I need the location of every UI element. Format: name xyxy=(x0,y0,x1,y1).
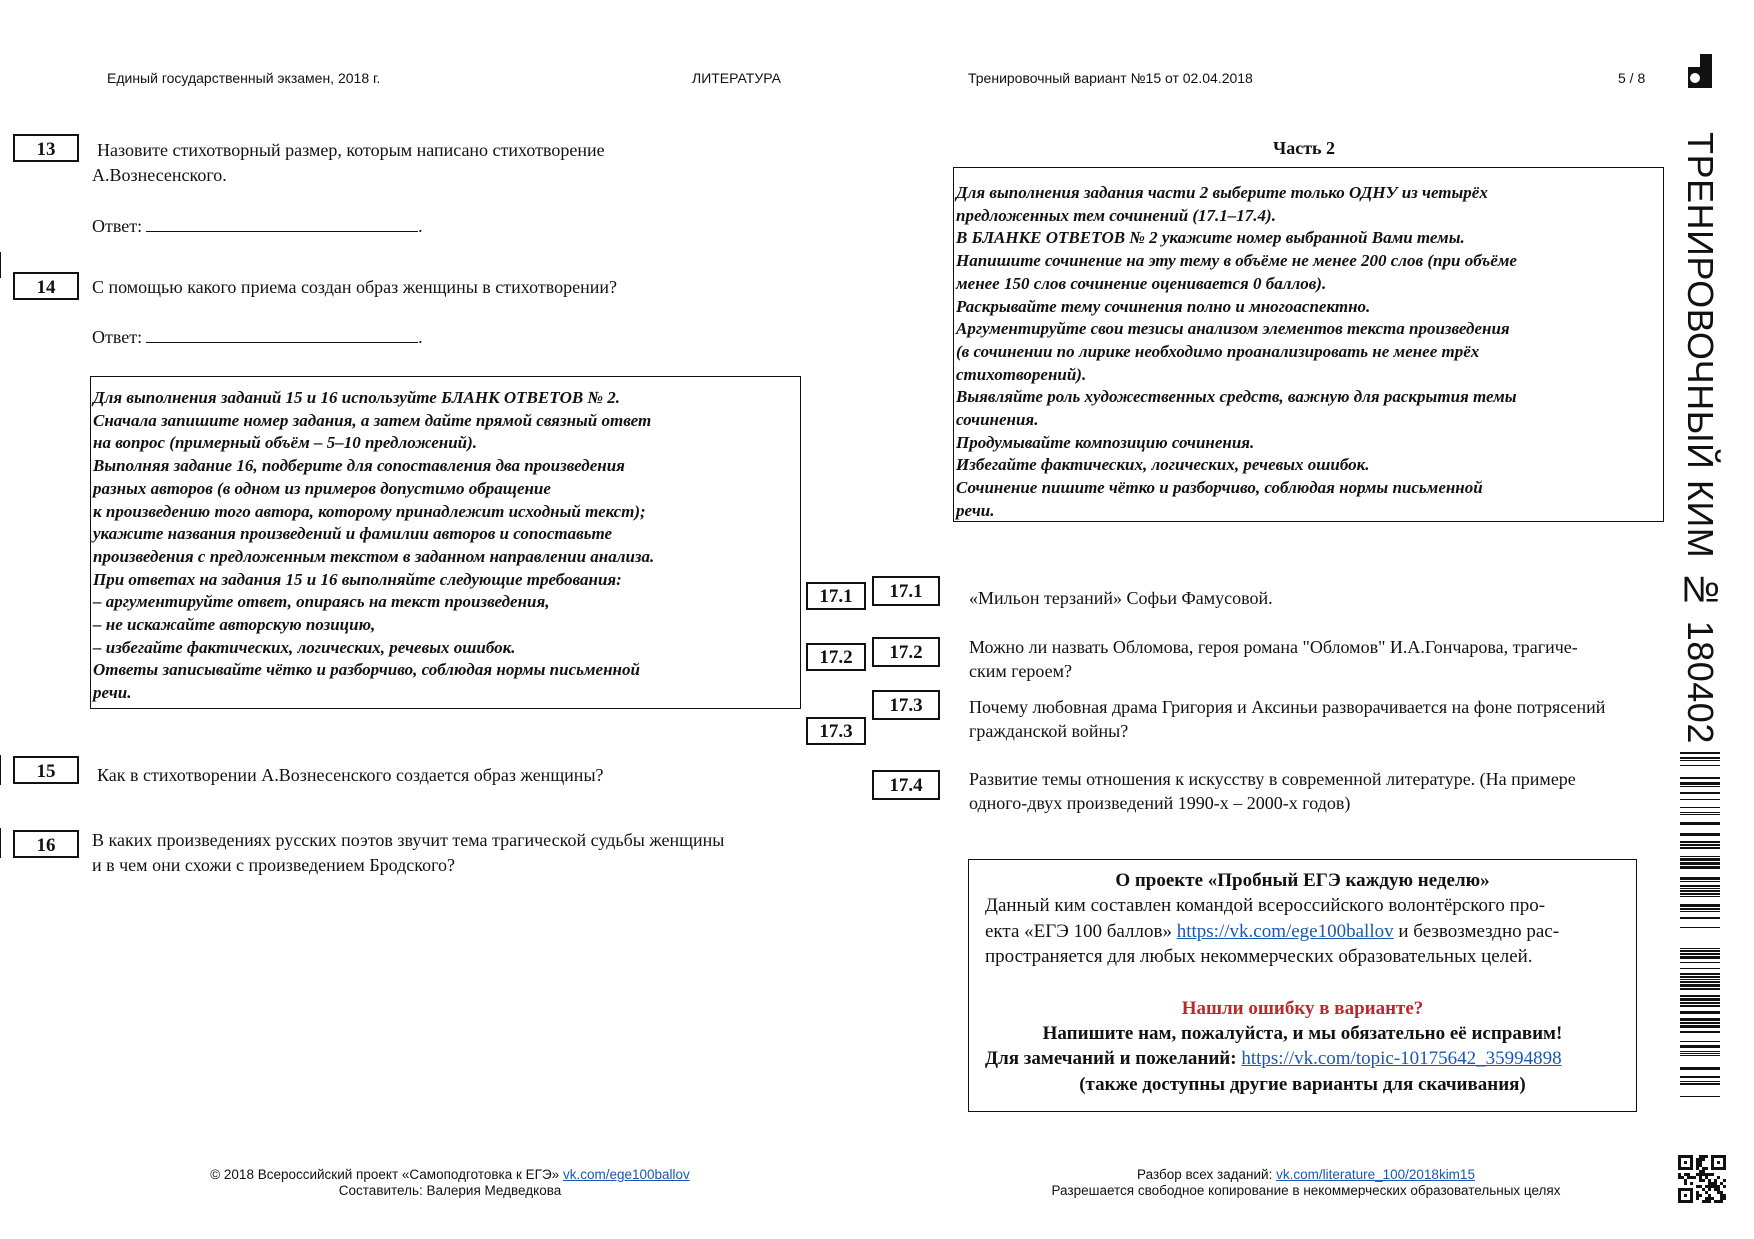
instruction-line: укажите названия произведений и фамилии авторов и сопоставьте xyxy=(93,524,613,544)
topic-number-17-2: 17.2 xyxy=(872,637,940,667)
part2-instruction-line: В БЛАНКЕ ОТВЕТОВ № 2 укажите номер выбранной Вами темы. xyxy=(956,228,1465,248)
header-page-number: 5 / 8 xyxy=(1618,70,1646,86)
question-number-14: 14 xyxy=(13,272,79,300)
instruction-line: Выполняя задание 16, подберите для сопоставления два произведения xyxy=(93,456,625,476)
instruction-line: Сначала запишите номер задания, а затем дайте прямой связный ответ xyxy=(93,410,652,430)
part2-instruction-line: менее 150 слов сочинение оценивается 0 баллов). xyxy=(956,273,1327,293)
project-desc-line3: пространяется для любых некоммерческих образовательных целей. xyxy=(985,946,1533,967)
question-13-text: Назовите стихотворный размер, которым написано стихотворение xyxy=(97,140,605,160)
topic-17-1-text: «Мильон терзаний» Софьи Фамусовой. xyxy=(969,588,1273,608)
topic-number-17-3: 17.3 xyxy=(872,690,940,720)
side-label-17-2: 17.2 xyxy=(806,643,866,671)
part2-instruction-line: Для выполнения задания части 2 выберите только ОДНУ из четырёх xyxy=(956,183,1488,202)
project-desc-line2: екта «ЕГЭ 100 баллов» https://vk.com/ege100ballov и безвозмездно рас- xyxy=(985,921,1560,942)
instructions-box-part2 xyxy=(953,167,1664,522)
topic-17-4-text-cont: одного-двух произведений 1990-х – 2000-х годов) xyxy=(969,793,1351,813)
question-14-answer[interactable]: Ответ: . xyxy=(92,327,423,347)
part2-instruction-line: речи. xyxy=(956,500,995,520)
instruction-line: Для выполнения заданий 15 и 16 используйте БЛАНК ОТВЕТОВ № 2. xyxy=(93,388,621,407)
margin-mark xyxy=(0,828,1,858)
project-info-box xyxy=(968,859,1637,1112)
part2-instruction-line: предложенных тем сочинений (17.1–17.4). xyxy=(956,205,1276,225)
topic-number-17-1: 17.1 xyxy=(872,576,940,606)
side-label-17-3: 17.3 xyxy=(806,717,866,745)
question-number-13: 13 xyxy=(13,134,79,162)
instruction-line: произведения с предложенным текстом в заданном направлении анализа. xyxy=(93,546,655,566)
topic-17-3-text-cont: гражданской войны? xyxy=(969,721,1129,741)
remarks-line: Для замечаний и пожеланий: https://vk.com/topic-10175642_35994898 xyxy=(985,1048,1562,1069)
project-vk-link[interactable]: https://vk.com/ege100ballov xyxy=(1176,921,1394,942)
answer-field xyxy=(146,215,418,232)
part2-instruction-line: Продумывайте композицию сочинения. xyxy=(956,432,1255,452)
footer-license: Разрешается свободное копирование в некоммерческих образовательных целях xyxy=(1051,1183,1561,1198)
instruction-line: – не искажайте авторскую позицию, xyxy=(93,615,376,635)
topic-17-4-text: Развитие темы отношения к искусству в современной литературе. (На примере xyxy=(969,769,1576,789)
question-number-15: 15 xyxy=(13,756,79,784)
sidebar-vertical-title: ТРЕНИРОВОЧНЫЙ КИМ № 180402 xyxy=(1680,132,1721,744)
part2-title: Часть 2 xyxy=(1273,138,1336,158)
instructions-box-15-16 xyxy=(90,376,801,709)
project-desc-line1: Данный ким составлен командой всероссийского волонтёрского про- xyxy=(985,895,1546,916)
question-16-text: В каких произведениях русских поэтов звучит тема трагической судьбы женщины xyxy=(92,830,725,850)
header-subject: ЛИТЕРАТУРА xyxy=(692,70,781,86)
margin-mark xyxy=(0,252,1,278)
footer-left: © 2018 Всероссийский проект «Самоподготовка к ЕГЭ» vk.com/ege100ballov Составитель: Валерия Медведкова xyxy=(150,1167,750,1199)
part2-instruction-line: Сочинение пишите чётко и разборчиво, соблюдая нормы письменной xyxy=(956,478,1483,498)
part2-instruction-line: (в сочинении по лирике необходимо проанализировать не менее трёх xyxy=(956,341,1480,361)
barcode xyxy=(1680,752,1720,1102)
answer-label: Ответ: xyxy=(92,327,143,347)
answer-field xyxy=(146,326,418,343)
header-variant: Тренировочный вариант №15 от 02.04.2018 xyxy=(968,70,1253,86)
topic-17-2-text-cont: ским героем? xyxy=(969,661,1072,681)
corner-marker-icon xyxy=(1688,54,1718,88)
instruction-line: речи. xyxy=(93,683,132,703)
instruction-line: разных авторов (в одном из примеров допустимо обращение xyxy=(93,478,551,498)
question-13-answer[interactable]: Ответ: . xyxy=(92,216,423,236)
question-13-text-cont: А.Вознесенского. xyxy=(92,165,227,185)
footer-analysis-link[interactable]: vk.com/literature_100/2018kim15 xyxy=(1276,1167,1475,1182)
instruction-line: на вопрос (примерный объём – 5–10 предложений). xyxy=(93,433,478,453)
also-available-text: (также доступны другие варианты для скачивания) xyxy=(1079,1074,1526,1095)
part2-instruction-line: Раскрывайте тему сочинения полно и многоаспектно. xyxy=(956,296,1371,316)
footer-vk-link[interactable]: vk.com/ege100ballov xyxy=(562,1167,690,1182)
question-16-text-cont: и в чем они схожи с произведением Бродского? xyxy=(92,855,456,875)
question-number-16: 16 xyxy=(13,830,79,858)
project-title: О проекте «Пробный ЕГЭ каждую неделю» xyxy=(1115,870,1490,891)
margin-mark xyxy=(0,755,1,785)
side-label-17-1: 17.1 xyxy=(806,582,866,610)
part2-instruction-line: Аргументируйте свои тезисы анализом элементов текста произведения xyxy=(956,319,1510,339)
answer-label: Ответ: xyxy=(92,216,143,236)
instruction-line: – аргументируйте ответ, опираясь на текст произведения, xyxy=(93,592,550,612)
question-15-text: Как в стихотворении А.Вознесенского создается образ женщины? xyxy=(97,765,604,785)
write-us-text: Напишите нам, пожалуйста, и мы обязательно её исправим! xyxy=(1042,1023,1563,1044)
part2-instruction-line: Выявляйте роль художественных средств, важную для раскрытия темы xyxy=(956,387,1517,407)
remarks-link[interactable]: https://vk.com/topic-10175642_35994898 xyxy=(1241,1048,1562,1069)
part2-instruction-line: сочинения. xyxy=(956,410,1039,430)
instruction-line: При ответах на задания 15 и 16 выполняйте следующие требования: xyxy=(93,569,622,589)
error-title: Нашли ошибку в варианте? xyxy=(1181,998,1424,1019)
instruction-line: – избегайте фактических, логических, речевых ошибок. xyxy=(93,637,516,657)
instruction-line: Ответы записывайте чётко и разборчиво, соблюдая нормы письменной xyxy=(93,660,640,680)
part2-instruction-line: Напишите сочинение на эту тему в объёме не менее 200 слов (при объёме xyxy=(956,251,1517,271)
qr-code xyxy=(1678,1155,1726,1203)
part2-instruction-line: Избегайте фактических, логических, речевых ошибок. xyxy=(956,455,1370,475)
part2-instruction-line: стихотворений). xyxy=(956,364,1087,384)
footer-author: Составитель: Валерия Медведкова xyxy=(338,1183,562,1198)
topic-17-3-text: Почему любовная драма Григория и Аксиньи разворачивается на фоне потрясений xyxy=(969,697,1606,717)
footer-right: Разбор всех заданий: vk.com/literature_100/2018kim15 Разрешается свободное копирование в некоммерческих образовательных целях xyxy=(1006,1167,1606,1199)
topic-number-17-4: 17.4 xyxy=(872,770,940,800)
question-14-text: С помощью какого приема создан образ женщины в стихотворении? xyxy=(92,277,617,297)
instruction-line: к произведению того автора, которому принадлежит исходный текст); xyxy=(93,501,646,521)
topic-17-2-text: Можно ли назвать Обломова, героя романа "Обломов" И.А.Гончарова, трагиче- xyxy=(969,637,1578,657)
header-exam-title: Единый государственный экзамен, 2018 г. xyxy=(107,70,381,86)
